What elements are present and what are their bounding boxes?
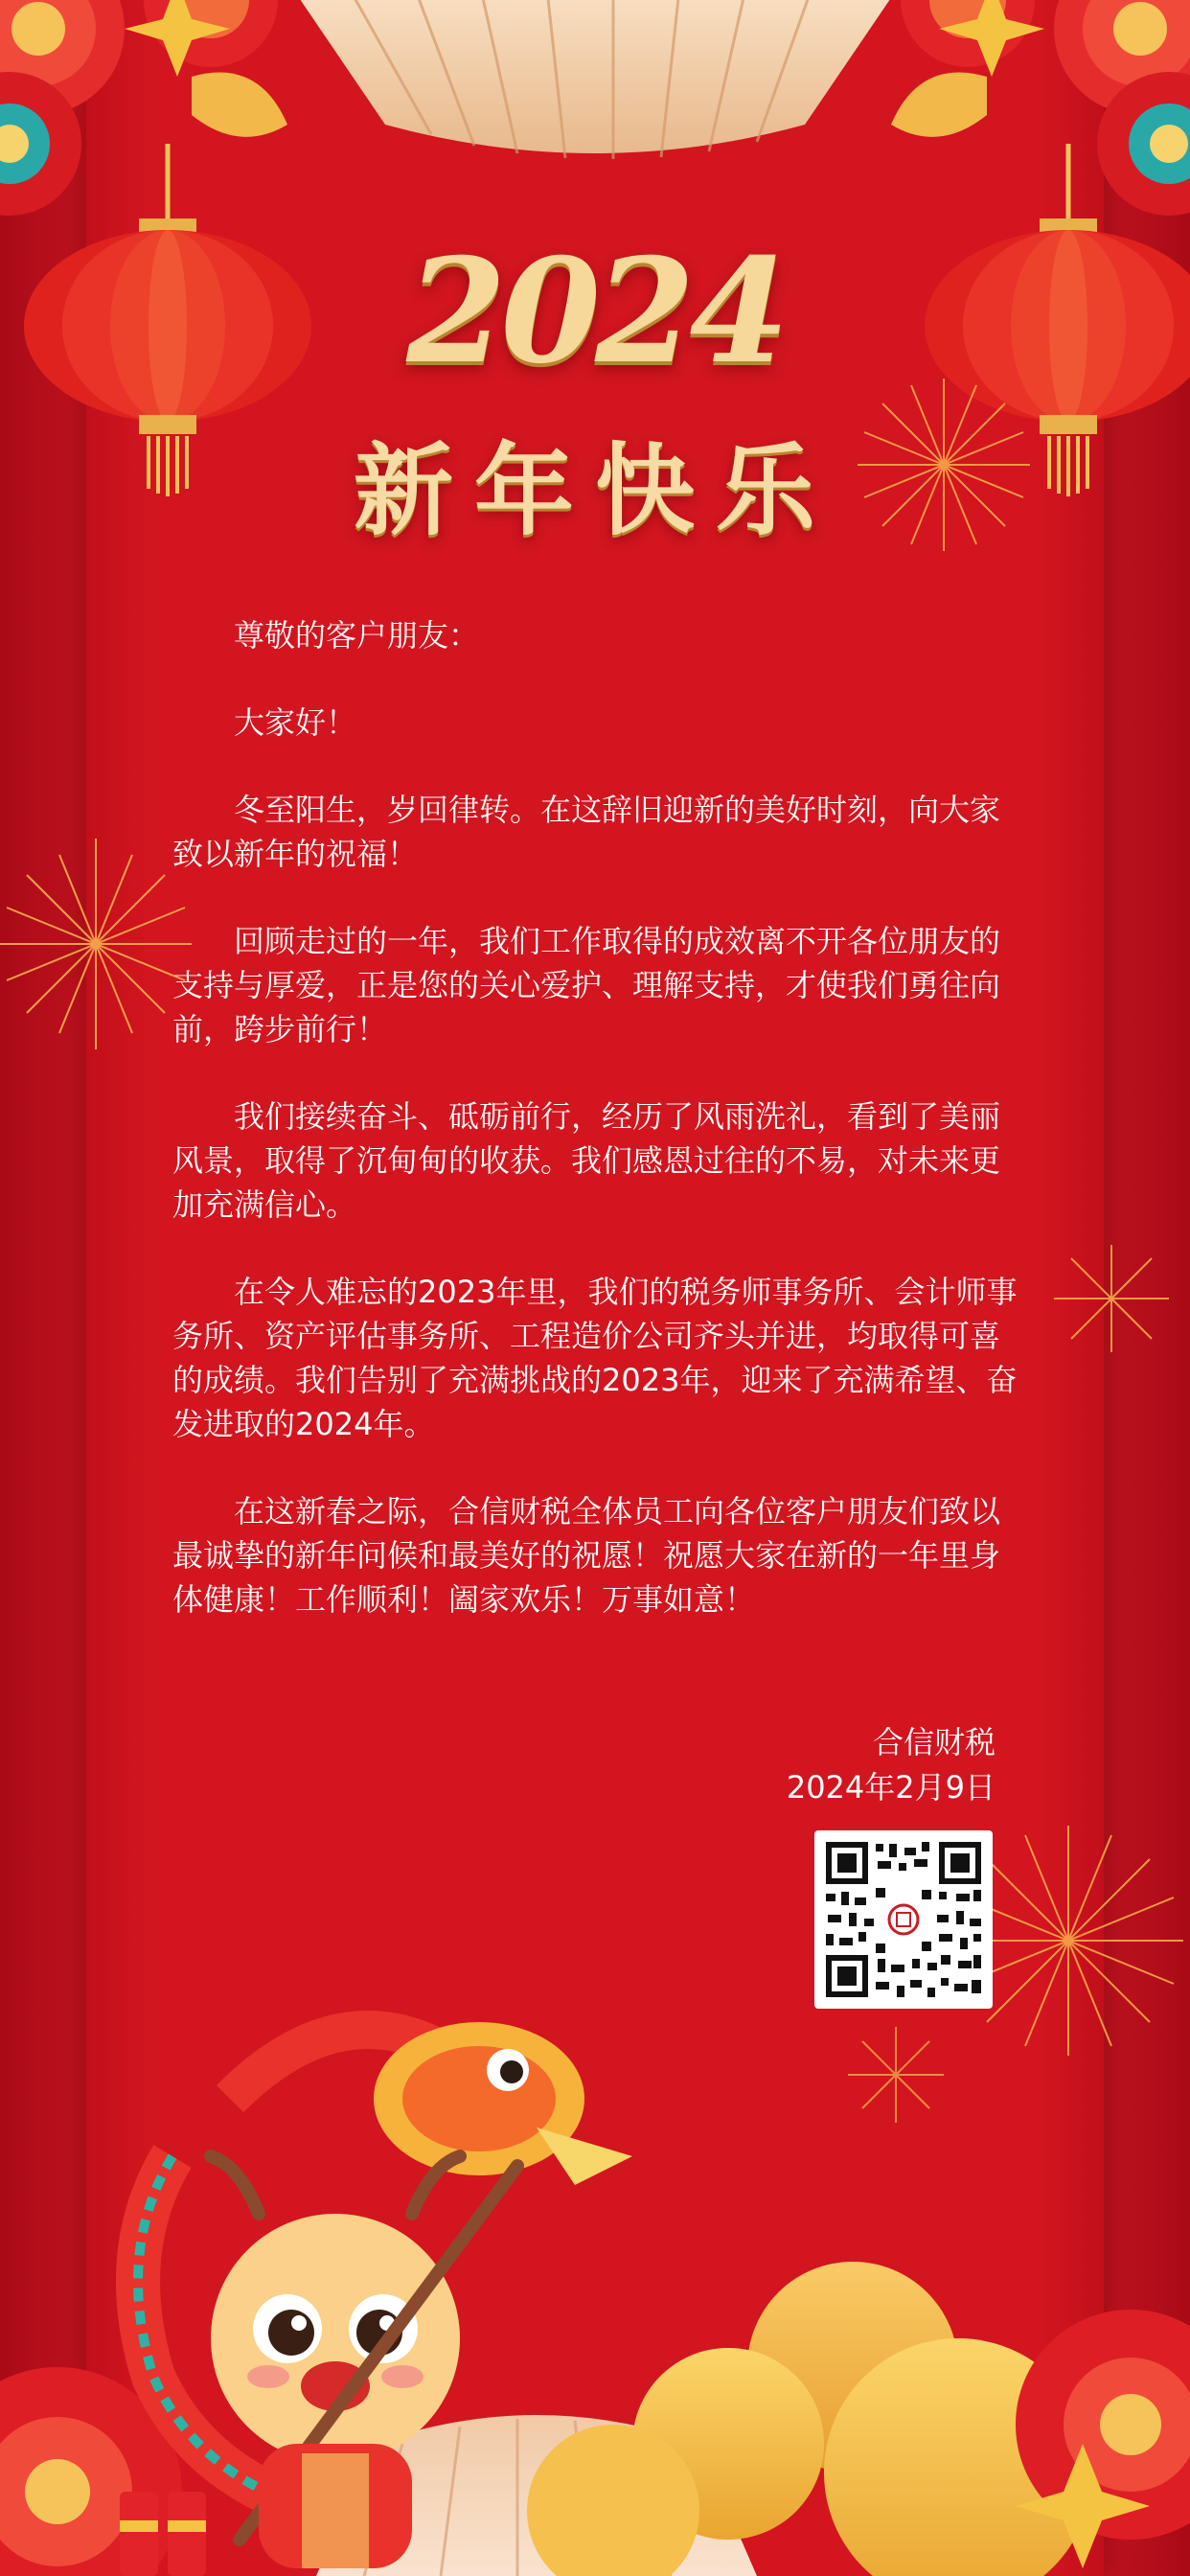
greeting-title: 新年快乐 (353, 431, 836, 549)
letter-paragraph: 在这新春之际，合信财税全体员工向各位客户朋友们致以最诚挚的新年问候和最美好的祝愿！祝愿大家在新的一年里身体健康！工作顺利！阖家欢乐！万事如意！ (172, 1493, 1001, 1618)
letter-paragraph: 冬至阳生，岁回律转。在这辞旧迎新的美好时刻，向大家致以新年的祝福！ (172, 792, 1001, 872)
qr-code[interactable] (814, 1830, 993, 2009)
qr-code-icon (822, 1838, 985, 2001)
signature-block (787, 1720, 995, 1810)
firecracker-icon (115, 2482, 211, 2576)
letter-paragraph: 回顾走过的一年，我们工作取得的成效离不开各位朋友的支持与厚爱，正是您的关心爱护、理解支持，才使我们勇往向前，跨步前行！ (172, 923, 1001, 1047)
letter-date: 2024年2月9日 (786, 1769, 995, 1806)
salutation: 尊敬的客户朋友： (234, 617, 480, 654)
year-title: 2024 (406, 227, 784, 396)
company-name: 合信财税 (872, 1724, 995, 1760)
hello-line: 大家好！ (234, 704, 357, 741)
letter-paragraph: 我们接续奋斗、砥砺前行，经历了风雨洗礼，看到了美丽风景，取得了沉甸甸的收获。我们感恩过往的不易，对未来更加充满信心。 (172, 1098, 1001, 1223)
paper-fan-top-icon (287, 0, 903, 172)
letter-paragraph: 在令人难忘的2023年里，我们的税务师事务所、会计师事务所、资产评估事务所、工程造价公司齐头并进，均取得可喜的成绩。我们告别了充满挑战的2023年，迎来了充满希望、奋发进取的2024年。 (172, 1274, 1018, 1442)
firework-right-mid-icon (1049, 1241, 1174, 1356)
dragon-mascot-icon (96, 1926, 652, 2576)
letter-body (172, 613, 1025, 1665)
firework-left-icon (0, 834, 192, 1054)
firework-small-bottom-icon (843, 2022, 949, 2128)
